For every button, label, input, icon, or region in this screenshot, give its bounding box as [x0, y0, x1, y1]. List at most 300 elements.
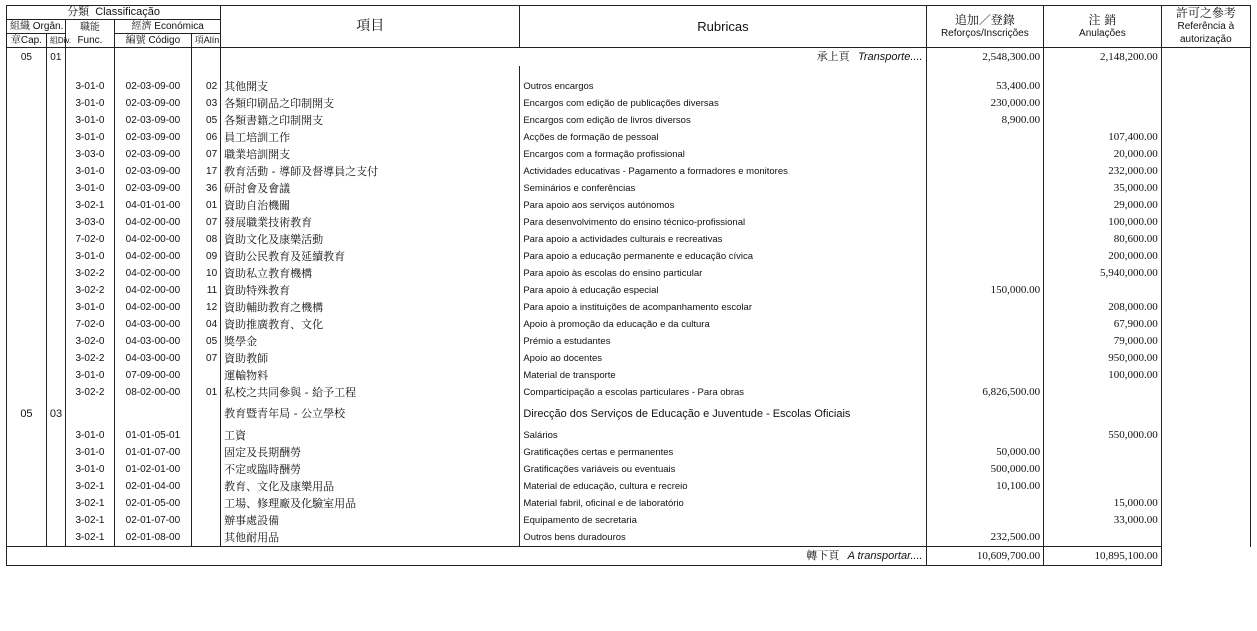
alin-cell: 06 [191, 129, 220, 146]
classification-header: 分類 Classificação [7, 6, 221, 20]
rubrica-cell: Apoio à promoção da educação e da cultura [520, 316, 926, 333]
table-row [7, 461, 1251, 478]
referencia-cell [1161, 146, 1250, 163]
reforcos-cell [926, 333, 1044, 350]
anulacoes-cell [1044, 282, 1162, 299]
referencia-cell [1161, 478, 1250, 495]
section-pt: Direcção dos Serviços de Educação e Juventude - Escolas Oficiais [520, 401, 926, 427]
anulacoes-cell: 100,000.00 [1044, 367, 1162, 384]
rubrica-cell: Outros bens duradouros [520, 529, 926, 547]
cap-cell [7, 282, 47, 299]
rubrica-cell: Comparticipação a escolas particulares - Para obras [520, 384, 926, 401]
div-cell [46, 427, 65, 444]
alin-header: 項Alín. [191, 34, 220, 48]
table-footer [7, 547, 1251, 566]
cap-cell [7, 384, 47, 401]
div-cell [46, 146, 65, 163]
item-cell: 獎學金 [221, 333, 520, 350]
func-cell: 3-01-0 [65, 163, 114, 180]
reforcos-cell: 6,826,500.00 [926, 384, 1044, 401]
rubrica-cell: Para apoio aos serviços autónomos [520, 197, 926, 214]
referencia-cell [1161, 129, 1250, 146]
anulacoes-cell: 100,000.00 [1044, 214, 1162, 231]
cap-cell [7, 146, 47, 163]
referencia-cell [1161, 78, 1250, 95]
item-cell: 教育活動 - 導師及督導員之支付 [221, 163, 520, 180]
item-cell: 工場、修理廠及化驗室用品 [221, 495, 520, 512]
cap-cell [7, 78, 47, 95]
rubrica-cell: Material de transporte [520, 367, 926, 384]
item-cell: 各類印刷品之印制開支 [221, 95, 520, 112]
cap-cell [7, 214, 47, 231]
reforcos-cell: 10,100.00 [926, 478, 1044, 495]
referencia-cell [1161, 316, 1250, 333]
item-cell: 其他耐用品 [221, 529, 520, 547]
code-cell: 02-03-09-00 [115, 146, 192, 163]
rubrica-cell: Encargos com edição de publicações diversas [520, 95, 926, 112]
anulacoes-cell: 33,000.00 [1044, 512, 1162, 529]
cap-cell [7, 367, 47, 384]
code-cell: 02-01-07-00 [115, 512, 192, 529]
rubrica-cell: Para apoio a educação permanente e educação cívica [520, 248, 926, 265]
table-row [7, 529, 1251, 547]
total-reforcos: 10,609,700.00 [926, 547, 1044, 566]
alin-cell [191, 495, 220, 512]
table-row [7, 367, 1251, 384]
referencia-cell [1161, 248, 1250, 265]
referencia-cell [1161, 461, 1250, 478]
div-cell [46, 350, 65, 367]
item-cell: 固定及長期酬勞 [221, 444, 520, 461]
div-cell [46, 248, 65, 265]
div-cell [46, 512, 65, 529]
code-cell: 01-01-05-01 [115, 427, 192, 444]
div-cell [46, 495, 65, 512]
cap-cell [7, 197, 47, 214]
div-cell [46, 197, 65, 214]
rubrica-cell: Material de educação, cultura e recreio [520, 478, 926, 495]
referencia-cell [1161, 444, 1250, 461]
anulacoes-header: 注 銷 Anulações [1044, 6, 1162, 48]
div-cell [46, 384, 65, 401]
reforcos-cell [926, 367, 1044, 384]
cap-cell [7, 231, 47, 248]
func-cell: 3-01-0 [65, 112, 114, 129]
code-cell: 04-02-00-00 [115, 299, 192, 316]
anulacoes-cell: 15,000.00 [1044, 495, 1162, 512]
code-cell: 04-01-01-00 [115, 197, 192, 214]
func-cell: 3-01-0 [65, 78, 114, 95]
code-cell: 02-01-05-00 [115, 495, 192, 512]
rubrica-cell: Acções de formação de pessoal [520, 129, 926, 146]
item-cell: 不定或臨時酬勞 [221, 461, 520, 478]
cap-cell [7, 299, 47, 316]
anulacoes-cell: 29,000.00 [1044, 197, 1162, 214]
referencia-cell [1161, 512, 1250, 529]
reforcos-cell [926, 214, 1044, 231]
alin-cell: 05 [191, 333, 220, 350]
item-cell: 資助文化及康樂活動 [221, 231, 520, 248]
func-cell: 3-02-1 [65, 529, 114, 547]
div-cell [46, 333, 65, 350]
table-row [7, 316, 1251, 333]
alin-cell: 07 [191, 214, 220, 231]
code-cell: 02-03-09-00 [115, 95, 192, 112]
total-anulacoes: 10,895,100.00 [1044, 547, 1162, 566]
reforcos-cell [926, 427, 1044, 444]
code-cell: 02-03-09-00 [115, 78, 192, 95]
div-cell [46, 299, 65, 316]
func-cell: 3-01-0 [65, 180, 114, 197]
referencia-cell [1161, 197, 1250, 214]
referencia-cell [1161, 299, 1250, 316]
table-row [7, 333, 1251, 350]
cap-cell [7, 427, 47, 444]
table-row [7, 495, 1251, 512]
referencia-cell [1161, 180, 1250, 197]
section-zh: 教育暨青年局 - 公立學校 [221, 401, 520, 427]
div-cell [46, 112, 65, 129]
cap-cell [7, 265, 47, 282]
referencia-cell [1161, 427, 1250, 444]
code-cell: 02-03-09-00 [115, 112, 192, 129]
alin-cell: 05 [191, 112, 220, 129]
alin-cell [191, 444, 220, 461]
alin-cell: 02 [191, 78, 220, 95]
anulacoes-cell: 107,400.00 [1044, 129, 1162, 146]
anulacoes-cell: 232,000.00 [1044, 163, 1162, 180]
item-header: 項目 [221, 6, 520, 48]
item-cell: 發展職業技術教育 [221, 214, 520, 231]
reforcos-cell [926, 512, 1044, 529]
referencia-cell [1161, 231, 1250, 248]
rubrica-cell: Gratificações certas e permanentes [520, 444, 926, 461]
alin-cell: 10 [191, 265, 220, 282]
alin-cell: 04 [191, 316, 220, 333]
referencia-cell [1161, 350, 1250, 367]
alin-cell [191, 427, 220, 444]
anulacoes-cell: 208,000.00 [1044, 299, 1162, 316]
table-header [7, 6, 1251, 48]
item-cell: 職業培訓開支 [221, 146, 520, 163]
alin-cell: 07 [191, 146, 220, 163]
transportar-label: 轉下頁 A transportar.... [7, 547, 927, 566]
table-row [7, 427, 1251, 444]
cap-cell [7, 512, 47, 529]
reforcos-cell: 230,000.00 [926, 95, 1044, 112]
div-cell [46, 265, 65, 282]
div-cell [46, 231, 65, 248]
reforcos-cell: 53,400.00 [926, 78, 1044, 95]
func-cell: 3-01-0 [65, 299, 114, 316]
table-row [7, 265, 1251, 282]
alin-cell: 17 [191, 163, 220, 180]
code-cell: 04-02-00-00 [115, 265, 192, 282]
item-cell: 員工培訓工作 [221, 129, 520, 146]
cap-cell [7, 316, 47, 333]
item-cell: 資助教師 [221, 350, 520, 367]
reforcos-cell: 232,500.00 [926, 529, 1044, 547]
reforcos-cell [926, 180, 1044, 197]
table-row [7, 214, 1251, 231]
func-cell: 3-03-0 [65, 146, 114, 163]
alin-cell [191, 367, 220, 384]
alin-cell: 08 [191, 231, 220, 248]
codigo-header: 編號 Código [115, 34, 192, 48]
item-cell: 工資 [221, 427, 520, 444]
referencia-cell [1161, 214, 1250, 231]
item-cell: 資助推廣教育、文化 [221, 316, 520, 333]
div-header: 組Div. [46, 34, 65, 48]
rubrica-cell: Material fabril, oficinal e de laboratório [520, 495, 926, 512]
rubrica-cell: Actividades educativas - Pagamento a formadores e monitores [520, 163, 926, 180]
referencia-cell [1161, 495, 1250, 512]
item-cell: 資助自治機關 [221, 197, 520, 214]
cap-cell [7, 95, 47, 112]
func-cell: 3-02-2 [65, 282, 114, 299]
referencia-cell [1161, 163, 1250, 180]
reforcos-cell: 2,548,300.00 [926, 48, 1044, 67]
div-cell [46, 95, 65, 112]
func-header: 職能 Func. [65, 20, 114, 48]
rubrica-cell: Encargos com a formação profissional [520, 146, 926, 163]
code-cell: 04-03-00-00 [115, 316, 192, 333]
table-row [7, 512, 1251, 529]
div-cell: 01 [46, 48, 65, 67]
rubrica-cell: Prémio a estudantes [520, 333, 926, 350]
anulacoes-cell [1044, 444, 1162, 461]
item-cell: 資助特殊教育 [221, 282, 520, 299]
table-row [7, 248, 1251, 265]
anulacoes-cell [1044, 384, 1162, 401]
item-cell: 資助輔助教育之機構 [221, 299, 520, 316]
rubrica-cell: Encargos com edição de livros diversos [520, 112, 926, 129]
func-cell: 3-01-0 [65, 95, 114, 112]
reforcos-cell [926, 146, 1044, 163]
anulacoes-cell [1044, 112, 1162, 129]
code-cell: 04-02-00-00 [115, 282, 192, 299]
anulacoes-cell: 200,000.00 [1044, 248, 1162, 265]
rubricas-header: Rubricas [520, 6, 926, 48]
div-cell [46, 461, 65, 478]
func-cell: 7-02-0 [65, 316, 114, 333]
div-cell [46, 129, 65, 146]
item-cell: 私校之共同參與 - 給予工程 [221, 384, 520, 401]
cap-cell [7, 444, 47, 461]
code-cell: 04-02-00-00 [115, 248, 192, 265]
div-cell [46, 282, 65, 299]
anulacoes-cell [1044, 529, 1162, 547]
code-cell: 04-03-00-00 [115, 333, 192, 350]
alin-cell: 07 [191, 350, 220, 367]
budget-table [6, 5, 1251, 566]
alin-cell: 12 [191, 299, 220, 316]
transport-label: 承上頁 Transporte.... [221, 48, 926, 67]
cap-cell [7, 461, 47, 478]
table-row [7, 129, 1251, 146]
organica-header: 組織 Orgân. [7, 20, 66, 34]
func-cell: 3-02-2 [65, 265, 114, 282]
cap-cell [7, 529, 47, 547]
func-cell: 3-02-1 [65, 512, 114, 529]
anulacoes-cell [1044, 478, 1162, 495]
anulacoes-cell: 2,148,200.00 [1044, 48, 1162, 67]
table-row [7, 163, 1251, 180]
anulacoes-cell [1044, 95, 1162, 112]
alin-cell: 01 [191, 384, 220, 401]
alin-cell: 01 [191, 197, 220, 214]
code-cell: 02-01-08-00 [115, 529, 192, 547]
table-row [7, 231, 1251, 248]
div-cell [46, 478, 65, 495]
anulacoes-cell: 35,000.00 [1044, 180, 1162, 197]
div-cell [46, 529, 65, 547]
referencia-cell [1161, 265, 1250, 282]
cap-cell [7, 350, 47, 367]
alin-cell: 36 [191, 180, 220, 197]
div-cell [46, 163, 65, 180]
alin-cell: 03 [191, 95, 220, 112]
code-cell: 02-03-09-00 [115, 180, 192, 197]
referencia-header: 許可之參考 Referência à autorização [1161, 6, 1250, 48]
item-cell: 其他開支 [221, 78, 520, 95]
reforcos-cell [926, 495, 1044, 512]
func-cell: 3-02-2 [65, 350, 114, 367]
div-cell [46, 367, 65, 384]
alin-cell [191, 461, 220, 478]
item-cell: 各類書籍之印制開支 [221, 112, 520, 129]
alin-cell [191, 478, 220, 495]
referencia-cell [1161, 333, 1250, 350]
alin-cell: 09 [191, 248, 220, 265]
referencia-cell [1161, 112, 1250, 129]
reforcos-cell [926, 248, 1044, 265]
reforcos-cell [926, 197, 1044, 214]
func-cell: 3-01-0 [65, 444, 114, 461]
reforcos-cell [926, 231, 1044, 248]
cap-cell [7, 333, 47, 350]
reforcos-cell [926, 129, 1044, 146]
func-cell: 3-01-0 [65, 427, 114, 444]
reforcos-cell: 500,000.00 [926, 461, 1044, 478]
code-cell: 01-02-01-00 [115, 461, 192, 478]
div-cell [46, 214, 65, 231]
item-cell: 運輸物料 [221, 367, 520, 384]
rubrica-cell: Salários [520, 427, 926, 444]
code-cell: 07-09-00-00 [115, 367, 192, 384]
alin-cell: 11 [191, 282, 220, 299]
reforcos-cell: 50,000.00 [926, 444, 1044, 461]
transport-row [7, 48, 1251, 67]
table-row [7, 146, 1251, 163]
referencia-cell [1161, 384, 1250, 401]
code-cell: 04-03-00-00 [115, 350, 192, 367]
func-cell: 3-02-2 [65, 384, 114, 401]
anulacoes-cell [1044, 78, 1162, 95]
div-cell: 03 [46, 401, 65, 427]
cap-cell [7, 129, 47, 146]
table-row [7, 95, 1251, 112]
anulacoes-cell: 20,000.00 [1044, 146, 1162, 163]
code-cell: 02-03-09-00 [115, 163, 192, 180]
func-cell: 3-02-0 [65, 333, 114, 350]
div-cell [46, 180, 65, 197]
rubrica-cell: Para apoio à educação especial [520, 282, 926, 299]
func-cell: 3-02-1 [65, 197, 114, 214]
item-cell: 資助公民教育及延續教育 [221, 248, 520, 265]
anulacoes-cell: 67,900.00 [1044, 316, 1162, 333]
reforcos-cell: 8,900.00 [926, 112, 1044, 129]
table-row [7, 444, 1251, 461]
anulacoes-cell [1044, 461, 1162, 478]
anulacoes-cell: 950,000.00 [1044, 350, 1162, 367]
section-row [7, 401, 1251, 427]
anulacoes-cell: 550,000.00 [1044, 427, 1162, 444]
rubrica-cell: Seminários e conferências [520, 180, 926, 197]
func-cell: 3-02-1 [65, 478, 114, 495]
reforcos-cell [926, 316, 1044, 333]
rubrica-cell: Apoio ao docentes [520, 350, 926, 367]
table-row [7, 197, 1251, 214]
item-cell: 教育、文化及康樂用品 [221, 478, 520, 495]
table-row [7, 78, 1251, 95]
item-cell: 資助私立教育機構 [221, 265, 520, 282]
referencia-cell [1161, 95, 1250, 112]
reforcos-cell: 150,000.00 [926, 282, 1044, 299]
func-cell: 3-01-0 [65, 248, 114, 265]
func-cell: 3-01-0 [65, 367, 114, 384]
div-cell [46, 444, 65, 461]
table-row [7, 180, 1251, 197]
cap-cell [7, 112, 47, 129]
rubrica-cell: Outros encargos [520, 78, 926, 95]
func-cell: 3-03-0 [65, 214, 114, 231]
reforcos-cell [926, 350, 1044, 367]
rubrica-cell: Para apoio às escolas do ensino particular [520, 265, 926, 282]
cap-header: 章Cap. [7, 34, 47, 48]
rubrica-cell: Para apoio a instituições de acompanhamento escolar [520, 299, 926, 316]
anulacoes-cell: 5,940,000.00 [1044, 265, 1162, 282]
rubrica-cell: Equipamento de secretaria [520, 512, 926, 529]
anulacoes-cell: 80,600.00 [1044, 231, 1162, 248]
alin-cell [191, 529, 220, 547]
item-cell: 辦事處設備 [221, 512, 520, 529]
code-cell: 02-03-09-00 [115, 129, 192, 146]
func-cell: 3-01-0 [65, 461, 114, 478]
rubrica-cell: Para desenvolvimento do ensino técnico-profissional [520, 214, 926, 231]
code-cell: 01-01-07-00 [115, 444, 192, 461]
table-row [7, 112, 1251, 129]
reforcos-cell [926, 299, 1044, 316]
economica-header: 經濟 Económica [115, 20, 221, 34]
table-row [7, 384, 1251, 401]
referencia-cell [1161, 282, 1250, 299]
reforcos-header: 追加／登錄 Reforços/Inscrições [926, 6, 1044, 48]
cap-cell [7, 180, 47, 197]
referencia-cell [1161, 367, 1250, 384]
referencia-cell [1161, 529, 1250, 547]
div-cell [46, 78, 65, 95]
table-row [7, 299, 1251, 316]
table-row [7, 478, 1251, 495]
cap-cell [7, 478, 47, 495]
func-cell: 7-02-0 [65, 231, 114, 248]
cap-cell [7, 495, 47, 512]
func-cell: 3-02-1 [65, 495, 114, 512]
alin-cell [191, 512, 220, 529]
code-cell: 04-02-00-00 [115, 231, 192, 248]
rubrica-cell: Para apoio a actividades culturais e recreativas [520, 231, 926, 248]
